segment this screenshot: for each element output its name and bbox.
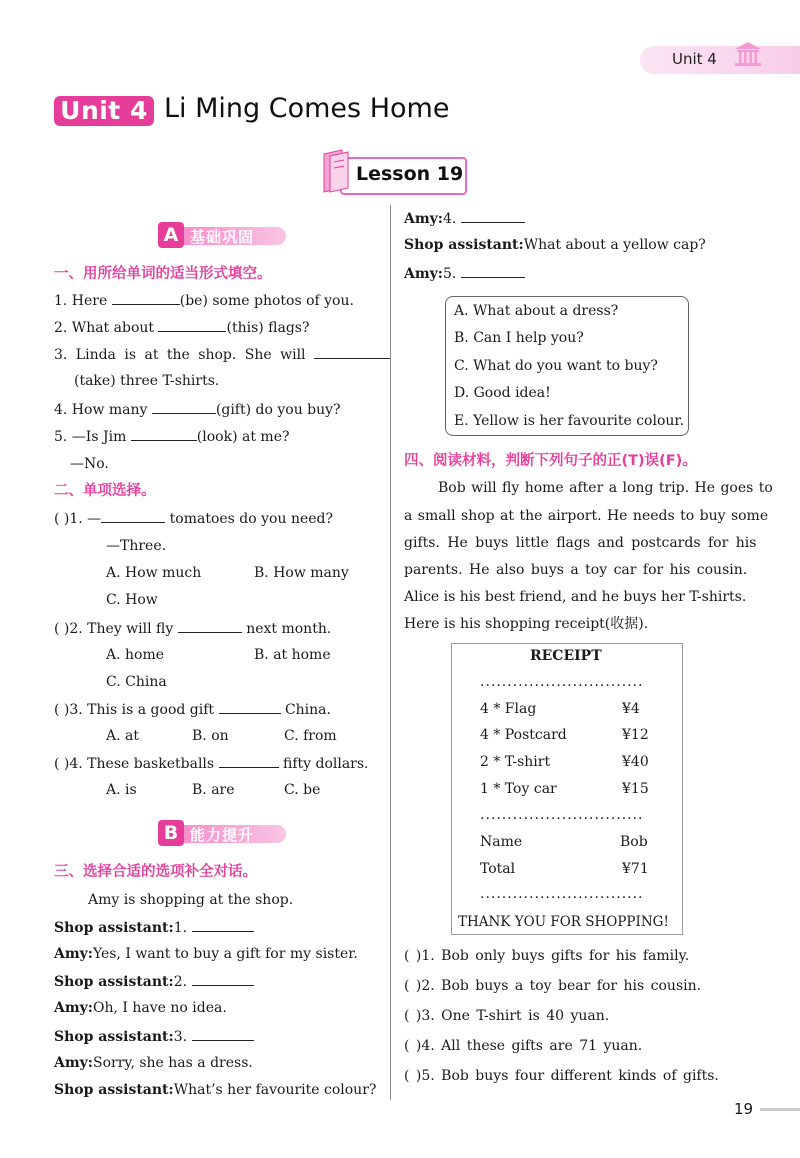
- section-a-badge: A 基础巩固: [158, 222, 288, 248]
- answer-blank[interactable]: [101, 508, 165, 523]
- option[interactable]: B. are: [192, 782, 235, 798]
- unit-title: Li Ming Comes Home: [164, 93, 450, 124]
- unit-tab-label: Unit 4: [672, 50, 717, 68]
- dialog-line: Shop assistant:1.: [54, 917, 254, 938]
- passage-line: Here is his shopping receipt(收据).: [404, 616, 649, 632]
- receipt-item: 1 * Toy car: [480, 781, 557, 797]
- part4-heading: 四、阅读材料，判断下列句子的正(T)误(F)。: [404, 453, 697, 469]
- receipt-price: ¥40: [622, 754, 649, 770]
- answer-blank[interactable]: [131, 426, 197, 441]
- receipt-name-label: Name: [480, 834, 523, 850]
- q2-2: ( )2. They will fly next month.: [54, 618, 331, 639]
- section-b-badge: B 能力提升: [158, 820, 288, 846]
- option: B. Can I help you?: [454, 330, 584, 346]
- option[interactable]: A. at: [106, 728, 139, 744]
- option: C. What do you want to buy?: [454, 358, 658, 374]
- part1-heading: 一、用所给单词的适当形式填空。: [54, 266, 272, 282]
- passage-line: parents. He also buys a toy car for his cousin.: [404, 562, 748, 578]
- dialog-line: Shop assistant:What’s her favourite colour?: [54, 1082, 377, 1098]
- passage-line: Bob will fly home after a long trip. He goes to: [438, 480, 773, 496]
- tf-statement[interactable]: ( )3. One T-shirt is 40 yuan.: [404, 1008, 610, 1024]
- receipt-title: RECEIPT: [530, 648, 602, 664]
- column-divider: [390, 205, 391, 1100]
- receipt-divider: ..............................: [480, 886, 644, 902]
- q2-1: ( )1. — tomatoes do you need?: [54, 508, 333, 529]
- answer-blank[interactable]: [152, 399, 216, 414]
- tf-statement[interactable]: ( )4. All these gifts are 71 yuan.: [404, 1038, 643, 1054]
- q1-1: 1. Here (be) some photos of you.: [54, 290, 354, 311]
- option: E. Yellow is her favourite colour.: [454, 413, 685, 429]
- answer-blank[interactable]: [219, 699, 281, 714]
- option[interactable]: B. at home: [254, 647, 331, 663]
- dialog-line: Amy:5.: [404, 263, 525, 284]
- q1-2: 2. What about (this) flags?: [54, 317, 310, 338]
- q1-5: 5. —Is Jim (look) at me?: [54, 426, 289, 447]
- part3-heading: 三、选择合适的选项补全对话。: [54, 864, 257, 880]
- passage-line: gifts. He buys little flags and postcards for his: [404, 535, 757, 551]
- temple-icon: [733, 40, 763, 68]
- dialog-line: Amy:Oh, I have no idea.: [54, 1000, 227, 1016]
- receipt-total-value: ¥71: [622, 861, 649, 877]
- receipt-total-label: Total: [480, 861, 516, 877]
- answer-blank[interactable]: [219, 753, 279, 768]
- option[interactable]: C. China: [106, 674, 167, 690]
- q2-1-reply: —Three.: [106, 538, 167, 554]
- passage-line: Alice is his best friend, and he buys her T-shirts.: [404, 589, 747, 605]
- answer-blank[interactable]: [178, 618, 242, 633]
- answer-blank[interactable]: [461, 263, 525, 278]
- answer-blank[interactable]: [461, 208, 525, 223]
- dialog-line: Shop assistant:2.: [54, 971, 254, 992]
- option: D. Good idea!: [454, 385, 551, 401]
- dialog-line: Shop assistant:What about a yellow cap?: [404, 237, 706, 253]
- receipt-divider: ..............................: [480, 674, 644, 690]
- unit-tab: [640, 46, 800, 74]
- q1-4: 4. How many (gift) do you buy?: [54, 399, 341, 420]
- receipt-price: ¥12: [622, 727, 649, 743]
- dialog-line: Amy:4.: [404, 208, 525, 229]
- option[interactable]: B. How many: [254, 565, 349, 581]
- lesson-title: Lesson 19: [356, 163, 464, 185]
- answer-blank[interactable]: [158, 317, 226, 332]
- option[interactable]: A. is: [106, 782, 137, 798]
- book-icon: [320, 148, 352, 194]
- option[interactable]: C. from: [284, 728, 337, 744]
- receipt-name-value: Bob: [620, 834, 648, 850]
- page-number: 19: [734, 1100, 754, 1118]
- receipt-item: 2 * T-shirt: [480, 754, 551, 770]
- option[interactable]: C. be: [284, 782, 321, 798]
- answer-blank[interactable]: [314, 344, 390, 359]
- page-number-rule: [760, 1108, 800, 1111]
- dialog-intro: Amy is shopping at the shop.: [88, 892, 294, 908]
- receipt-item: 4 * Postcard: [480, 727, 567, 743]
- receipt-divider: ..............................: [480, 807, 644, 823]
- part2-heading: 二、单项选择。: [54, 483, 156, 499]
- tf-statement[interactable]: ( )2. Bob buys a toy bear for his cousin.: [404, 978, 702, 994]
- passage-line: a small shop at the airport. He needs to buy some: [404, 508, 769, 524]
- q1-3-cont: (take) three T-shirts.: [74, 373, 220, 389]
- answer-blank[interactable]: [192, 917, 254, 932]
- answer-blank[interactable]: [192, 1026, 254, 1041]
- q2-4: ( )4. These basketballs fifty dollars.: [54, 753, 369, 774]
- option[interactable]: A. How much: [106, 565, 202, 581]
- option[interactable]: C. How: [106, 592, 158, 608]
- dialog-line: Shop assistant:3.: [54, 1026, 254, 1047]
- tf-statement[interactable]: ( )1. Bob only buys gifts for his family.: [404, 948, 690, 964]
- q2-3: ( )3. This is a good gift China.: [54, 699, 331, 720]
- option[interactable]: A. home: [106, 647, 165, 663]
- receipt-price: ¥15: [622, 781, 649, 797]
- answer-blank[interactable]: [112, 290, 180, 305]
- receipt-footer: THANK YOU FOR SHOPPING!: [458, 914, 669, 930]
- receipt-price: ¥4: [622, 701, 640, 717]
- unit-badge: Unit 4: [54, 96, 154, 126]
- receipt-item: 4 * Flag: [480, 701, 537, 717]
- answer-blank[interactable]: [192, 971, 254, 986]
- option[interactable]: B. on: [192, 728, 229, 744]
- option: A. What about a dress?: [454, 303, 619, 319]
- dialog-line: Amy:Yes, I want to buy a gift for my sister.: [54, 946, 358, 962]
- q1-5-reply: —No.: [70, 456, 109, 472]
- tf-statement[interactable]: ( )5. Bob buys four different kinds of gifts.: [404, 1068, 719, 1084]
- dialog-line: Amy:Sorry, she has a dress.: [54, 1055, 253, 1071]
- q1-3: 3. Linda is at the shop. She will: [54, 344, 390, 365]
